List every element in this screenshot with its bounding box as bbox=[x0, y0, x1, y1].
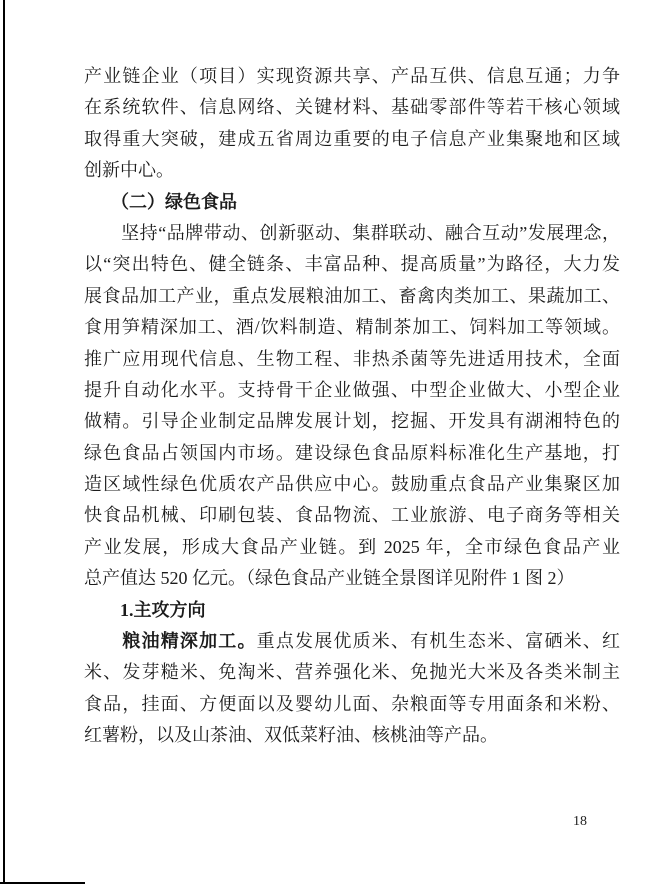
body-text: 展食品加工产业，重点发展粮油加工、畜禽肉类加工、果蔬加工、 bbox=[84, 285, 620, 306]
body-text: 提升自动化水平。支持骨干企业做强、中型企业做大、小型企业 bbox=[84, 379, 620, 400]
body-text: 总产值达 520 亿元。（绿色食品产业链全景图详见附件 1 图 2） bbox=[84, 568, 575, 589]
text-line bbox=[84, 92, 620, 123]
body-text: 食用笋精深加工、酒/饮料制造、精制茶加工、饲料加工等领域。 bbox=[84, 317, 620, 338]
body-text: 做精。引导企业制定品牌发展计划，挖掘、开发具有湖湘特色的 bbox=[84, 411, 620, 432]
body-text: 产业发展，形成大食品产业链。到 2025 年，全市绿色食品产业 bbox=[84, 536, 620, 557]
body-text: 创新中心。 bbox=[84, 160, 174, 181]
body-text: 米、发芽糙米、免淘米、营养强化米、免抛光大米及各类米制主 bbox=[84, 662, 620, 683]
body-text: 造区域性绿色优质农产品供应中心。鼓励重点食品产业集聚区加 bbox=[84, 474, 620, 495]
body-text: 产业链企业（项目）实现资源共享、产品互供、信息互通；力争 bbox=[84, 66, 620, 86]
body-text: 食品，挂面、方便面以及婴幼儿面、杂粮面等专用面条和米粉、 bbox=[84, 693, 620, 714]
text-line bbox=[84, 626, 620, 657]
text-line bbox=[84, 469, 620, 500]
text-line bbox=[84, 124, 620, 155]
text-line bbox=[84, 312, 620, 343]
text-line bbox=[84, 720, 620, 751]
body-text: 推广应用现代信息、生物工程、非热杀菌等先进适用技术，全面 bbox=[84, 348, 620, 369]
body-text: 取得重大突破，建成五省周边重要的电子信息产业集聚地和区域 bbox=[84, 128, 620, 149]
text-line bbox=[84, 689, 620, 720]
body-text: 坚持“品牌带动、创新驱动、集群联动、融合互动”发展理念， bbox=[84, 222, 620, 243]
text-line bbox=[84, 438, 620, 469]
text-line bbox=[84, 218, 620, 249]
body-text: 红薯粉，以及山茶油、双低菜籽油、核桃油等产品。 bbox=[84, 725, 498, 746]
body-text: 以“突出特色、健全链条、丰富品种、提高质量”为路径，大力发 bbox=[84, 254, 620, 275]
document-body bbox=[84, 61, 620, 752]
text-line bbox=[84, 155, 620, 186]
body-text: 重点发展优质米、有机生态米、富硒米、红 bbox=[256, 631, 621, 652]
text-line bbox=[84, 500, 620, 531]
scan-edge-bottom bbox=[0, 882, 85, 884]
page-number: 18 bbox=[573, 814, 587, 829]
body-text: 快食品机械、印刷包装、食品物流、工业旅游、电子商务等相关 bbox=[84, 505, 620, 526]
text-line bbox=[84, 532, 620, 563]
text-line bbox=[84, 657, 620, 688]
bold-text: 1.主攻方向 bbox=[84, 599, 206, 620]
body-text: 在系统软件、信息网络、关键材料、基础零部件等若干核心领域 bbox=[84, 97, 620, 118]
text-line bbox=[84, 187, 620, 218]
text-line bbox=[84, 249, 620, 280]
text-line bbox=[84, 595, 620, 626]
text-line bbox=[84, 61, 620, 92]
text-line bbox=[84, 344, 620, 375]
text-line bbox=[84, 375, 620, 406]
body-text: 绿色食品占领国内市场。建设绿色食品原料标准化生产基地，打 bbox=[84, 442, 620, 463]
text-line bbox=[84, 563, 620, 594]
scan-edge-left bbox=[3, 0, 5, 882]
text-line bbox=[84, 281, 620, 312]
bold-text: （二）绿色食品 bbox=[84, 191, 237, 212]
text-line bbox=[84, 406, 620, 437]
bold-text: 粮油精深加工。 bbox=[84, 631, 257, 652]
